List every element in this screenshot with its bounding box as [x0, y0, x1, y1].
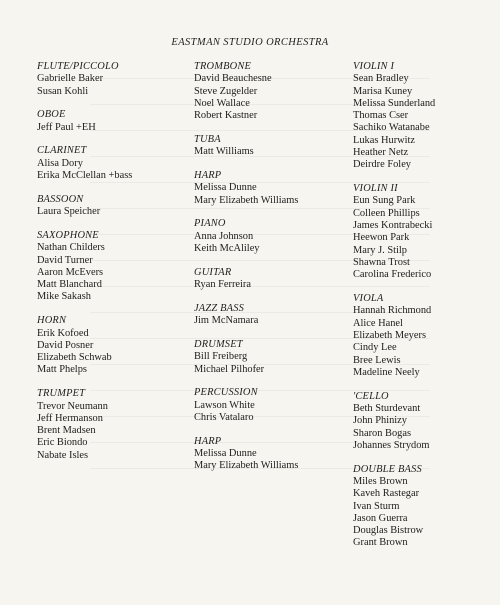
member-name: James Kontrabecki	[353, 220, 433, 232]
member-name: Mary Elizabeth Williams	[194, 460, 299, 472]
member-name: Robert Kastner	[194, 110, 258, 122]
member-name: Sharon Bogas	[353, 427, 412, 439]
section-heading: HARP	[194, 435, 222, 447]
section-heading: TROMBONE	[194, 61, 252, 72]
member-name: Grant Brown	[353, 537, 408, 549]
section-heading: VIOLIN I	[353, 61, 395, 72]
member-name: Eric Biondo	[37, 437, 88, 449]
member-name: Mike Sakash	[37, 291, 91, 303]
page-title: EASTMAN STUDIO ORCHESTRA	[171, 37, 329, 48]
member-name: Melissa Dunne	[194, 448, 257, 460]
member-name: Lukas Hurwitz	[353, 134, 416, 146]
member-name: Ryan Ferreira	[194, 279, 251, 291]
member-name: Matt Williams	[194, 146, 254, 158]
member-name: Jeff Paul +EH	[37, 121, 96, 133]
section-heading: PERCUSSION	[194, 387, 258, 399]
member-name: Aaron McEvers	[37, 266, 104, 278]
member-name: Nathan Childers	[37, 242, 105, 254]
member-name: David Posner	[37, 339, 94, 351]
instrument-section	[194, 387, 349, 424]
member-name: Erika McClellan +bass	[37, 170, 133, 182]
instrument-section	[194, 436, 349, 473]
section-heading: BASSOON	[37, 193, 84, 205]
section-heading: PIANO	[194, 218, 226, 230]
member-name: Sean Bradley	[353, 73, 409, 85]
member-name: Chris Vatalaro	[194, 412, 254, 424]
member-name: Shawna Trost	[353, 256, 410, 268]
section-heading: TRUMPET	[37, 388, 86, 400]
instrument-section	[194, 218, 349, 255]
member-name: Nabate Isles	[37, 449, 89, 461]
instrument-section	[194, 339, 349, 376]
member-name: Brent Madsen	[37, 425, 96, 437]
instrument-section	[194, 61, 349, 122]
instrument-section	[37, 315, 187, 376]
member-name: David Beauchesne	[194, 73, 272, 85]
section-heading: HARP	[194, 170, 222, 182]
member-name: Melissa Sunderland	[353, 97, 436, 109]
section-heading: TUBA	[194, 133, 221, 145]
instrument-section	[353, 61, 493, 172]
member-name: Cindy Lee	[353, 342, 397, 354]
section-heading: VIOLA	[353, 293, 384, 305]
member-name: David Turner	[37, 254, 93, 266]
member-name: Deirdre Foley	[353, 159, 411, 171]
section-heading: FLUTE/PICCOLO	[37, 61, 119, 72]
member-name: Sachiko Watanabe	[353, 122, 430, 134]
instrument-section	[194, 134, 349, 159]
instrument-section	[37, 194, 187, 219]
member-name: Marisa Kuney	[353, 85, 413, 97]
instrument-section	[37, 145, 187, 182]
instrument-section	[353, 464, 493, 550]
member-name: Jeff Hermanson	[37, 412, 103, 424]
member-name: Keith McAliley	[194, 243, 260, 255]
member-name: Michael Pilhofer	[194, 363, 265, 375]
member-name: Miles Brown	[353, 475, 408, 487]
member-name: Elizabeth Meyers	[353, 329, 426, 341]
member-name: Eun Sung Park	[353, 195, 416, 207]
section-heading: DRUMSET	[194, 339, 243, 351]
instrument-section	[37, 388, 187, 462]
member-name: Carolina Frederico	[353, 269, 432, 281]
member-name: Jason Guerra	[353, 512, 408, 524]
member-name: Melissa Dunne	[194, 182, 257, 194]
instrument-section	[353, 293, 493, 379]
instrument-section	[37, 61, 187, 98]
instrument-section	[37, 230, 187, 304]
member-name: Lawson White	[194, 399, 255, 411]
member-name: Kaveh Rastegar	[353, 488, 420, 500]
roster-column-1	[37, 61, 187, 474]
section-heading: OBOE	[37, 109, 66, 121]
member-name: Trevor Neumann	[37, 400, 108, 412]
instrument-section	[194, 267, 349, 292]
section-heading: HORN	[37, 315, 67, 327]
member-name: Bill Freiberg	[194, 351, 248, 363]
member-name: Alice Hanel	[353, 317, 403, 329]
member-name: Noel Wallace	[194, 97, 250, 109]
member-name: Bree Lewis	[353, 354, 401, 366]
member-name: Beth Sturdevant	[353, 402, 421, 414]
member-name: Steve Zugelder	[194, 85, 258, 97]
section-heading: DOUBLE BASS	[353, 463, 422, 475]
section-heading: SAXOPHONE	[37, 229, 99, 241]
member-name: Alisa Dory	[37, 157, 83, 169]
member-name: Matt Phelps	[37, 364, 87, 376]
instrument-section	[37, 109, 187, 134]
member-name: Elizabeth Schwab	[37, 352, 112, 364]
roster-column-2	[194, 61, 349, 484]
section-heading: JAZZ BASS	[194, 302, 244, 314]
member-name: Anna Johnson	[194, 230, 254, 242]
member-name: Heewon Park	[353, 232, 410, 244]
member-name: Mary J. Stilp	[353, 244, 407, 256]
section-heading: GUITAR	[194, 266, 232, 278]
member-name: Susan Kohli	[37, 85, 89, 97]
member-name: Madeline Neely	[353, 366, 420, 378]
member-name: Gabrielle Baker	[37, 73, 104, 85]
member-name: Mary Elizabeth Williams	[194, 194, 299, 206]
member-name: Johannes Strydom	[353, 439, 430, 451]
section-heading: 'CELLO	[353, 390, 389, 402]
member-name: Laura Speicher	[37, 206, 101, 218]
member-name: Ivan Sturm	[353, 500, 400, 512]
member-name: Heather Netz	[353, 147, 409, 159]
instrument-section	[353, 183, 493, 281]
member-name: Douglas Bistrow	[353, 525, 424, 537]
instrument-section	[194, 170, 349, 207]
member-name: Erik Kofoed	[37, 327, 89, 339]
section-heading: VIOLIN II	[353, 183, 398, 195]
member-name: John Phinizy	[353, 415, 407, 427]
section-heading: CLARINET	[37, 145, 87, 157]
member-name: Hannah Richmond	[353, 305, 432, 317]
member-name: Jim McNamara	[194, 315, 259, 327]
member-name: Colleen Phillips	[353, 207, 420, 219]
roster-column-3	[353, 61, 493, 561]
instrument-section	[194, 303, 349, 328]
member-name: Thomas Cser	[353, 110, 409, 122]
instrument-section	[353, 391, 493, 452]
member-name: Matt Blanchard	[37, 279, 102, 291]
